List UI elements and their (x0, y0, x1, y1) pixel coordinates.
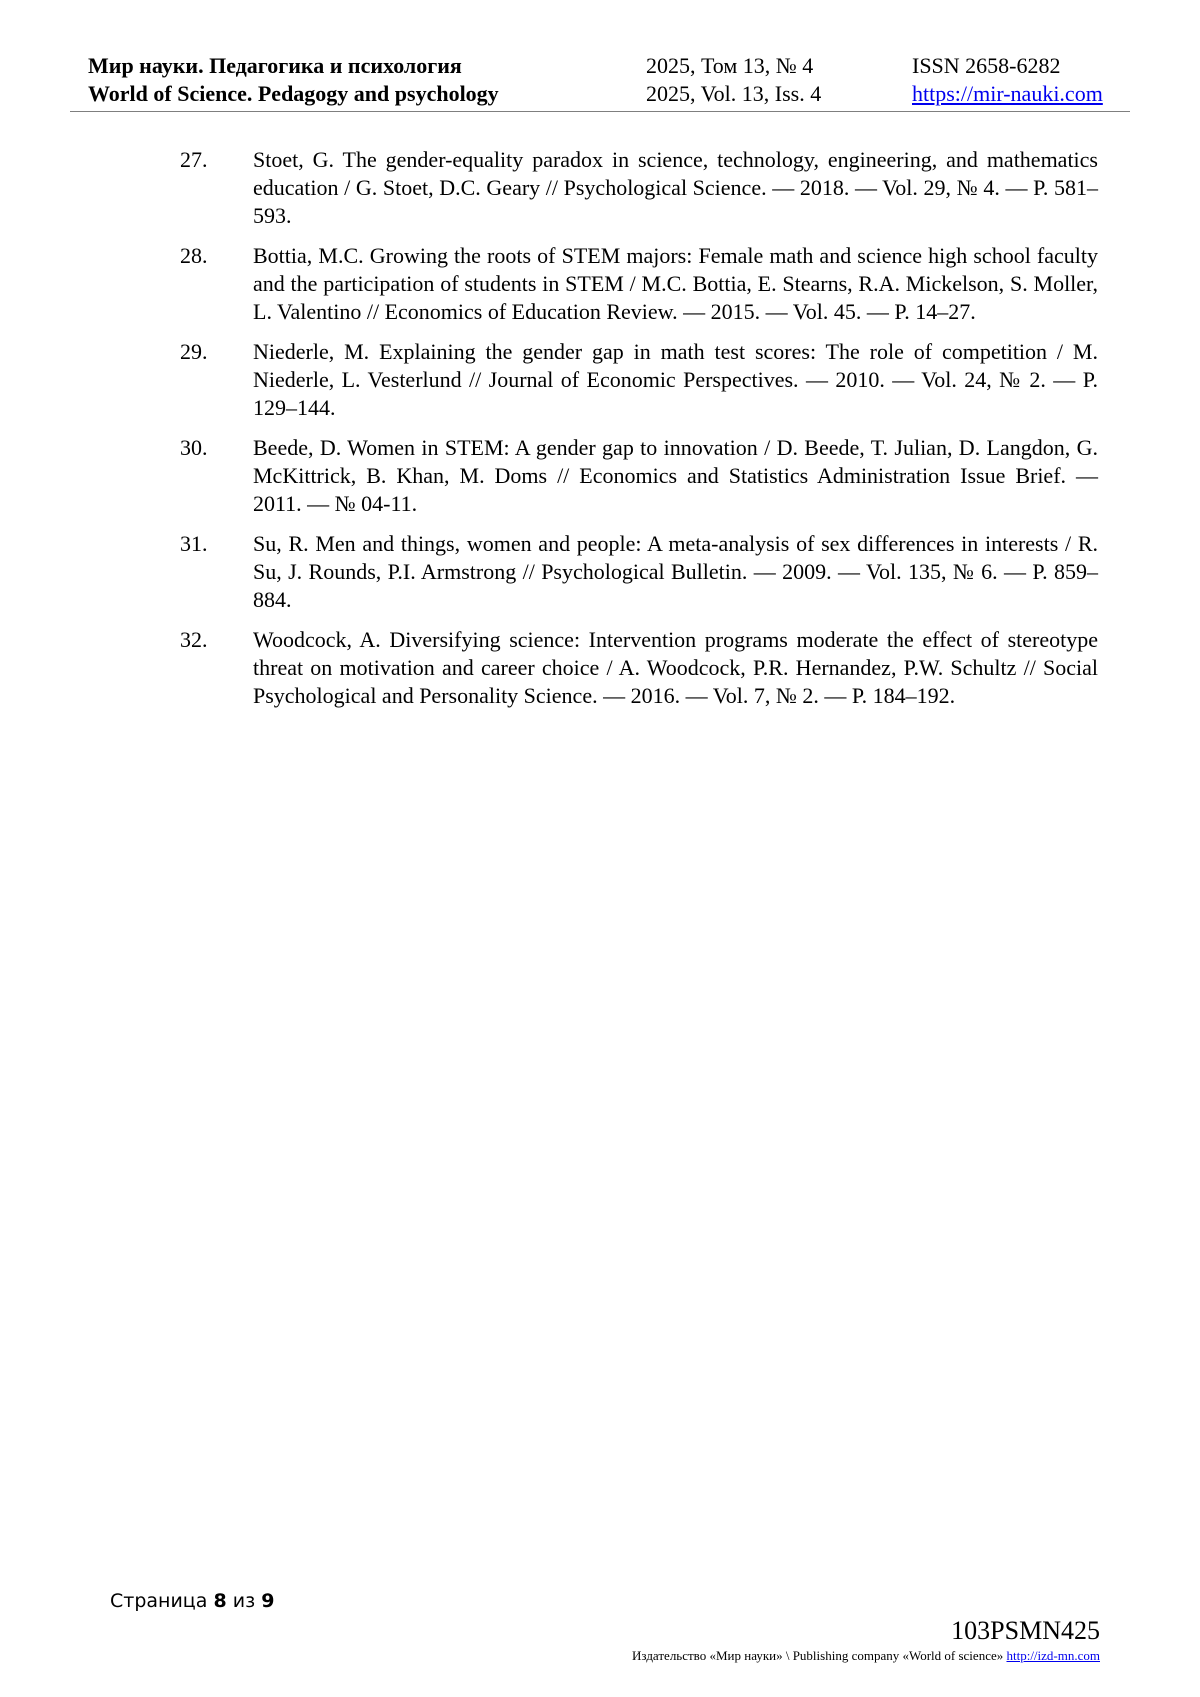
publisher-line (632, 1648, 1100, 1664)
reference-number: 31. (180, 531, 208, 556)
reference-item (180, 434, 1098, 518)
reference-text: Bottia, M.C. Growing the roots of STEM majors: Female math and science high school faculty and the participation of students in STEM / M.C. Bottia, E. Stearns, R.A. Mickelson, S. Moller, L. Valentino // Economics of Education Review. — 2015. — Vol. 45. — P. 14–27. (253, 243, 1098, 324)
page-label: Страница (110, 1590, 208, 1612)
reference-text: Su, R. Men and things, women and people: A meta-analysis of sex differences in interests / R. Su, J. Rounds, P.I. Armstrong // Psychological Bulletin. — 2009. — Vol. 135, № 6. — P. 859–884. (253, 531, 1098, 612)
journal-title-en: World of Science. Pedagogy and psychology (88, 81, 499, 106)
header-divider (70, 111, 1130, 112)
reference-text: Niederle, M. Explaining the gender gap in math test scores: The role of competition / M. Niederle, L. Vesterlund // Journal of Economic Perspectives. — 2010. — Vol. 24, № 2. — P. 129–144. (253, 339, 1098, 420)
reference-number: 30. (180, 435, 208, 460)
reference-item (180, 338, 1098, 422)
reference-text: Stoet, G. The gender-equality paradox in science, technology, engineering, and mathematics education / G. Stoet, D.C. Geary // Psychological Science. — 2018. — Vol. 29, № 4. — P. 581–593. (253, 147, 1098, 228)
article-code: 103PSMN425 (951, 1616, 1100, 1645)
issue-info-block (646, 52, 821, 108)
issn-block (912, 52, 1103, 108)
journal-site-link[interactable]: https://mir-nauki.com (912, 81, 1103, 106)
current-page: 8 (213, 1590, 227, 1612)
reference-item (180, 626, 1098, 710)
reference-number: 29. (180, 339, 208, 364)
issn: ISSN 2658-6282 (912, 53, 1061, 78)
issue-info-ru: 2025, Том 13, № 4 (646, 53, 814, 78)
reference-list (180, 146, 1098, 722)
reference-number: 32. (180, 627, 208, 652)
journal-title-ru: Мир науки. Педагогика и психология (88, 53, 462, 78)
journal-title-block (88, 52, 499, 108)
issue-info-en: 2025, Vol. 13, Iss. 4 (646, 81, 822, 106)
reference-item (180, 146, 1098, 230)
reference-text: Beede, D. Women in STEM: A gender gap to innovation / D. Beede, T. Julian, D. Langdon, G. McKittrick, B. Khan, M. Doms // Economics and Statistics Administration Issue Brief. — 2011. — № 04-11. (253, 435, 1098, 516)
reference-item (180, 530, 1098, 614)
reference-item (180, 242, 1098, 326)
total-pages: 9 (261, 1590, 275, 1612)
publisher-text: Издательство «Мир науки» \ Publishing company «World of science» (632, 1648, 1004, 1663)
reference-number: 28. (180, 243, 208, 268)
reference-number: 27. (180, 147, 208, 172)
reference-text: Woodcock, A. Diversifying science: Intervention programs moderate the effect of stereotype threat on motivation and career choice / A. Woodcock, P.R. Hernandez, P.W. Schultz // Social Psychological and Personality Science. — 2016. — Vol. 7, № 2. — P. 184–192. (253, 627, 1098, 708)
page-counter (110, 1590, 274, 1612)
running-header (88, 52, 1123, 112)
of-label: из (232, 1590, 256, 1612)
publisher-link[interactable]: http://izd-mn.com (1006, 1648, 1100, 1663)
